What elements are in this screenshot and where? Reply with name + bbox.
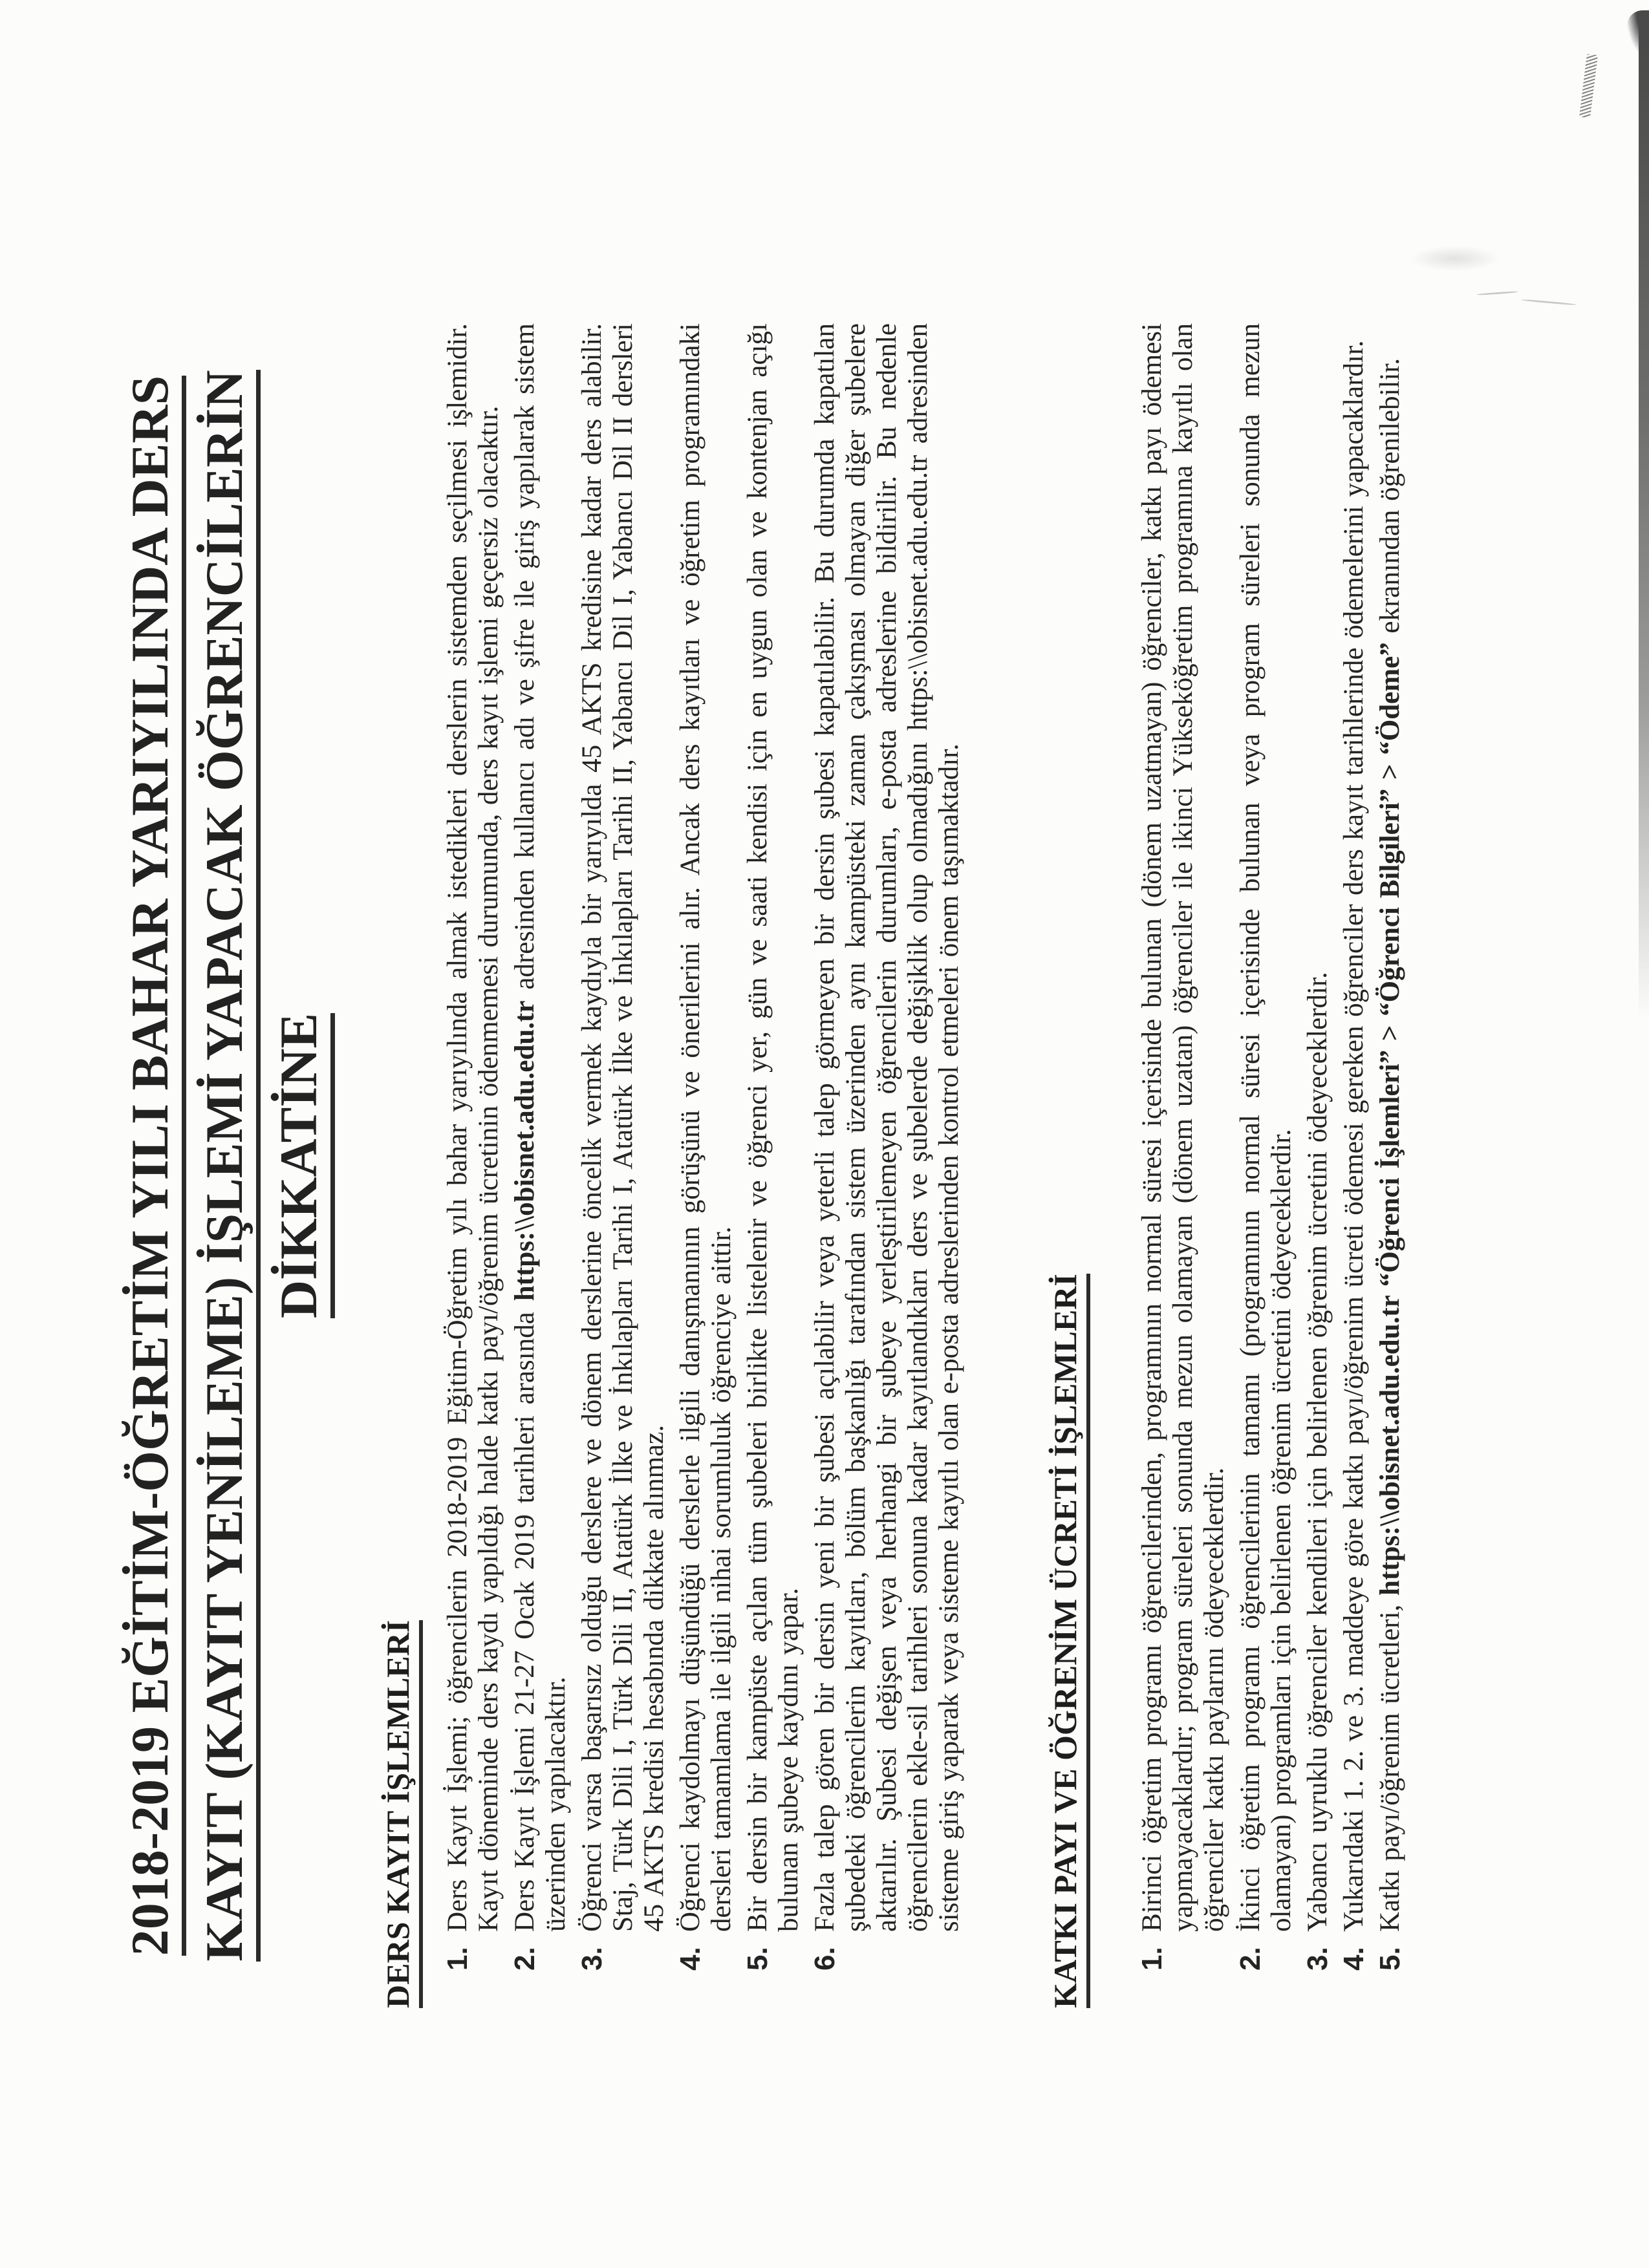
item-text-segment: Öğrenci varsa başarısız olduğu derslere ve dönem derslerine öncelik vermek kaydıyla bir yarıyılda 45 AKTS kredisine kadar ders alabilir. Staj, Türk Dili I, Türk Dili II, Atatürk İlke ve İnkılapları Tarihi I, Atatürk İlke ve İnkılapları Tarihi II, Yabancı Dil I, Yabancı Dil II dersleri 45 AKTS kredisi hesabında dikkate alınmaz. [577,323,669,1932]
item-text-segment: Ders Kayıt İşlemi 21-27 Ocak 2019 tarihleri arasında [510,1301,540,1932]
item-text [1375,323,1406,1932]
item-text-segment: Fazla talep gören bir dersin yeni bir şubesi açılabilir veya yeterli talep görmeyen bir dersin şubesi kapatılabilir. Bu durumda kapatılan şubedeki öğrencilerin kayıtları, bölüm başkanlığı tarafından sistem üzerinden aynı kampüsteki zaman çakışması olmayan diğer şubelere aktarılır. Şubesi değişen veya herhangi bir şubeye yerleştirilemeyen öğrencilerin durumları, e-posta adreslerine bildirilir. Bu nedenle öğrencilerin ekle-sil tarihleri sonuna kadar kayıtlandıkları ders ve şubelerde değişiklik olup olmadığını https:\\obisnet.adu.edu.tr adresinden sisteme giriş yaparak veya sisteme kayıtlı olan e-posta adreslerinden kontrol etmeleri önem taşımaktadır. [810,323,964,1932]
scan-right-edge-shadow [1639,10,1649,1019]
list-item [1302,323,1333,2008]
item-text-segment: Birinci öğretim programı öğrencilerinden, programının normal süresi içerisinde bulunan (dönem uzatmayan) öğrenciler, katkı payı ödemesi yapmayacaklardır; program süreleri sonunda mezun olamayan (dönem uzatan) öğrenciler ile ikinci Yükseköğretim programına kayıtlı olan öğrenciler katkı paylarını ödeyeceklerdir. [1137,323,1229,1932]
item-number: 2. [509,1947,541,1971]
list-item [1137,323,1230,2008]
item-text-segment: Bir dersin bir kampüste açılan tüm şubeleri birlikte listelenir ve öğrenci yer, gün ve saati kendisi için en uygun olan ve kontenjan açığı bulunan şubeye kaydını yapar. [742,323,804,1932]
item-text-segment: Öğrenci kaydolmayı düşündüğü derslerle ilgili danışmanının görüşünü ve önerilerini alır. Ancak ders kayıtları ve öğretim programındaki dersleri tamamlama ile ilgili nihai sorumluluk öğrenciye aittir. [675,323,737,1932]
title-line-3: DİKKATİNE [269,323,343,2008]
item-number: 2. [1234,1947,1266,1971]
item-text [1302,323,1333,1932]
list-item [577,323,670,2008]
item-text [675,323,737,1932]
item-text-segment: Yukarıdaki 1. 2. ve 3. maddeye göre katkı payı/öğrenim ücreti ödemesi gereken öğrenciler ders kayıt tarihlerinde ödemelerini yapacaklardır. [1339,340,1369,1932]
list-item [810,323,965,2008]
item-text [442,323,504,1932]
item-text [742,323,804,1932]
title-line-2: KAYIT (KAYIT YENİLEME) İŞLEMİ YAPACAK ÖĞRENCİLERİN [195,323,269,2008]
list-item [1235,323,1297,2008]
document-title [120,323,343,2008]
item-text-segment: adresinden kullanıcı adı ve şifre ile giriş yapılarak sistem üzerinden yapılacaktır. [510,323,571,1932]
section-heading-ders-kayit: DERS KAYIT İŞLEMLERİ [379,323,423,2008]
item-text [1137,323,1230,1932]
item-text [1339,323,1370,1932]
section-items [442,323,965,2008]
item-text-segment: Ders Kayıt İşlemi; öğrencilerin 2018-2019 Eğitim-Öğretim yılı bahar yarıyılında almak istedikleri derslerin sistemden seçilmesi işlemidir. Kayıt döneminde ders kaydı yapıldığı halde katkı payı/öğrenim ücretinin ödenmemesi durumunda, ders kayıt işlemi geçersiz olacaktır. [442,323,504,1932]
scan-corner-shadow [1627,10,1649,56]
item-number: 3. [1302,1947,1333,1971]
item-text-bold-segment: https:\\obisnet.adu.edu.tr “Öğrenci İşlemleri” > “Öğrenci Bilgileri” > “Ödeme” [1375,642,1405,1596]
item-text-segment: Yabancı uyruklu öğrenciler kendileri için belirlenen öğrenim ücretini ödeyeceklerdir. [1302,972,1333,1932]
item-text [577,323,670,1932]
list-item [742,323,804,2008]
item-number: 4. [674,1947,706,1971]
item-number: 6. [809,1947,841,1971]
item-text [510,323,572,1932]
item-text-bold-segment: https:\\obisnet.adu.edu.tr [510,1000,540,1301]
item-number: 5. [742,1947,773,1971]
section-heading-katki-payi: KATKI PAYI VE ÖĞRENİM ÜCRETİ İŞLEMLERİ [1046,323,1090,2008]
list-item [442,323,504,2008]
list-item [1375,323,1406,2008]
list-item [510,323,572,2008]
item-number: 1. [1136,1947,1168,1971]
item-number: 1. [442,1947,473,1971]
item-text-segment: İkinci öğretim programı öğrencilerinin tamamı (programının normal süresi içerisinde bulunan veya program süreleri sonunda mezun olamayan) programları için belirlenen öğrenim ücretini ödeyeceklerdir. [1235,323,1297,1932]
item-text-segment: Katkı payı/öğrenim ücretleri, [1375,1595,1405,1932]
item-number: 3. [576,1947,608,1971]
list-item [1339,323,1370,2008]
item-text [810,323,965,1932]
list-item [675,323,737,2008]
scan-smudge [1410,246,1500,272]
item-number: 4. [1338,1947,1370,1971]
item-text-segment: ekranından öğrenilebilir. [1375,358,1405,643]
section-items [1137,323,1406,2008]
title-line-1: 2018-2019 EĞİTİM-ÖĞRETİM YILI BAHAR YARIYILINDA DERS [120,323,195,2008]
item-number: 5. [1374,1947,1406,1971]
item-text [1235,323,1297,1932]
